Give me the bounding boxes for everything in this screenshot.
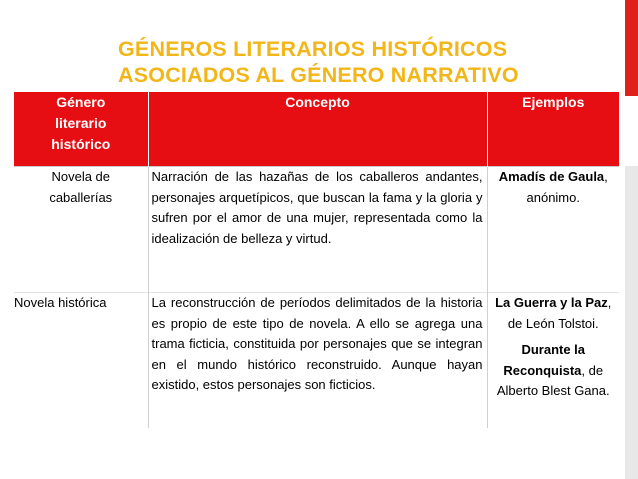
- example-title: La Guerra y la Paz: [495, 295, 608, 310]
- genres-table: [14, 92, 619, 428]
- row-concept: La reconstrucción de períodos delimitados de la historia es propio de este tipo de novela. A ello se agrega una trama ficticia, constituida por personajes que se integran en el mundo histórico reconstruido. Aunque hayan existido, estos personajes son ficticios.: [148, 293, 487, 429]
- side-bar-gap: [625, 96, 638, 166]
- slide-title-line-2: ASOCIADOS AL GÉNERO NARRATIVO: [118, 63, 519, 87]
- example-title: Durante la Reconquista: [503, 342, 586, 378]
- example-author: , anónimo.: [526, 169, 608, 205]
- header-examples: Ejemplos: [487, 92, 619, 167]
- row-genre: [14, 167, 148, 293]
- example-author: , de Alberto Blest Gana.: [496, 362, 610, 398]
- row-examples: [487, 293, 619, 429]
- example-author: , de León Tolstoi.: [507, 295, 612, 331]
- example-item: [488, 340, 620, 402]
- table-row: [14, 293, 619, 429]
- table-header-row: [14, 92, 619, 167]
- row-examples: [487, 167, 619, 293]
- slide-title-line-1: GÉNEROS LITERARIOS HISTÓRICOS: [118, 37, 508, 61]
- header-concept: Concepto: [148, 92, 487, 167]
- example-title: Amadís de Gaula: [498, 169, 605, 184]
- header-genre: [14, 92, 148, 167]
- header-genre-label: Género literario histórico: [51, 94, 111, 152]
- example-item: [488, 167, 620, 208]
- accent-bar-red: [625, 0, 638, 96]
- row-concept: Narración de las hazañas de los caballeros andantes, personajes arquetípicos, que buscan la fama y la gloria y sufren por el amor de una mujer, representada como la idealización de belleza y virtud.: [148, 167, 487, 293]
- example-item: [488, 293, 620, 334]
- decorative-side-bar: [625, 0, 638, 479]
- table-row: [14, 167, 619, 293]
- side-bar-grey: [625, 166, 638, 479]
- slide-title: [118, 36, 588, 88]
- row-genre: Novela histórica: [14, 293, 148, 429]
- row-genre-label: Novela de caballerías: [49, 169, 113, 205]
